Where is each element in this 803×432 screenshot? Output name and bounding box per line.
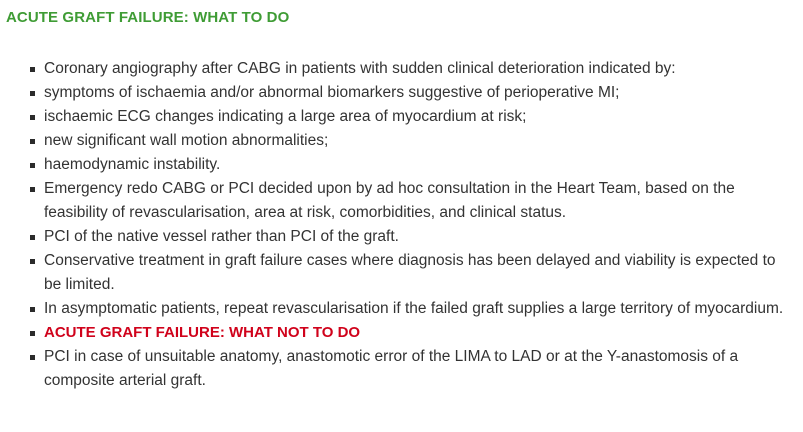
list-item: PCI in case of unsuitable anatomy, anastomotic error of the LIMA to LAD or at the Y-anastomosis of a composite arterial graft. bbox=[0, 345, 795, 393]
list-item: haemodynamic instability. bbox=[0, 153, 795, 177]
section-heading-what-not-to-do: ACUTE GRAFT FAILURE: WHAT NOT TO DO bbox=[0, 321, 795, 345]
section-heading-what-to-do: ACUTE GRAFT FAILURE: WHAT TO DO bbox=[6, 9, 290, 26]
list-item: Coronary angiography after CABG in patients with sudden clinical deterioration indicated by: bbox=[0, 57, 795, 81]
list-item: Emergency redo CABG or PCI decided upon by ad hoc consultation in the Heart Team, based on the feasibility of revascularisation, area at risk, comorbidities, and clinical status. bbox=[0, 177, 795, 225]
recommendation-list bbox=[0, 57, 795, 393]
list-item: In asymptomatic patients, repeat revascularisation if the failed graft supplies a large territory of myocardium. bbox=[0, 297, 795, 321]
list-item: ischaemic ECG changes indicating a large area of myocardium at risk; bbox=[0, 105, 795, 129]
list-item: new significant wall motion abnormalities; bbox=[0, 129, 795, 153]
list-item: symptoms of ischaemia and/or abnormal biomarkers suggestive of perioperative MI; bbox=[0, 81, 795, 105]
list-item: Conservative treatment in graft failure cases where diagnosis has been delayed and viability is expected to be limited. bbox=[0, 249, 795, 297]
list-item: PCI of the native vessel rather than PCI of the graft. bbox=[0, 225, 795, 249]
